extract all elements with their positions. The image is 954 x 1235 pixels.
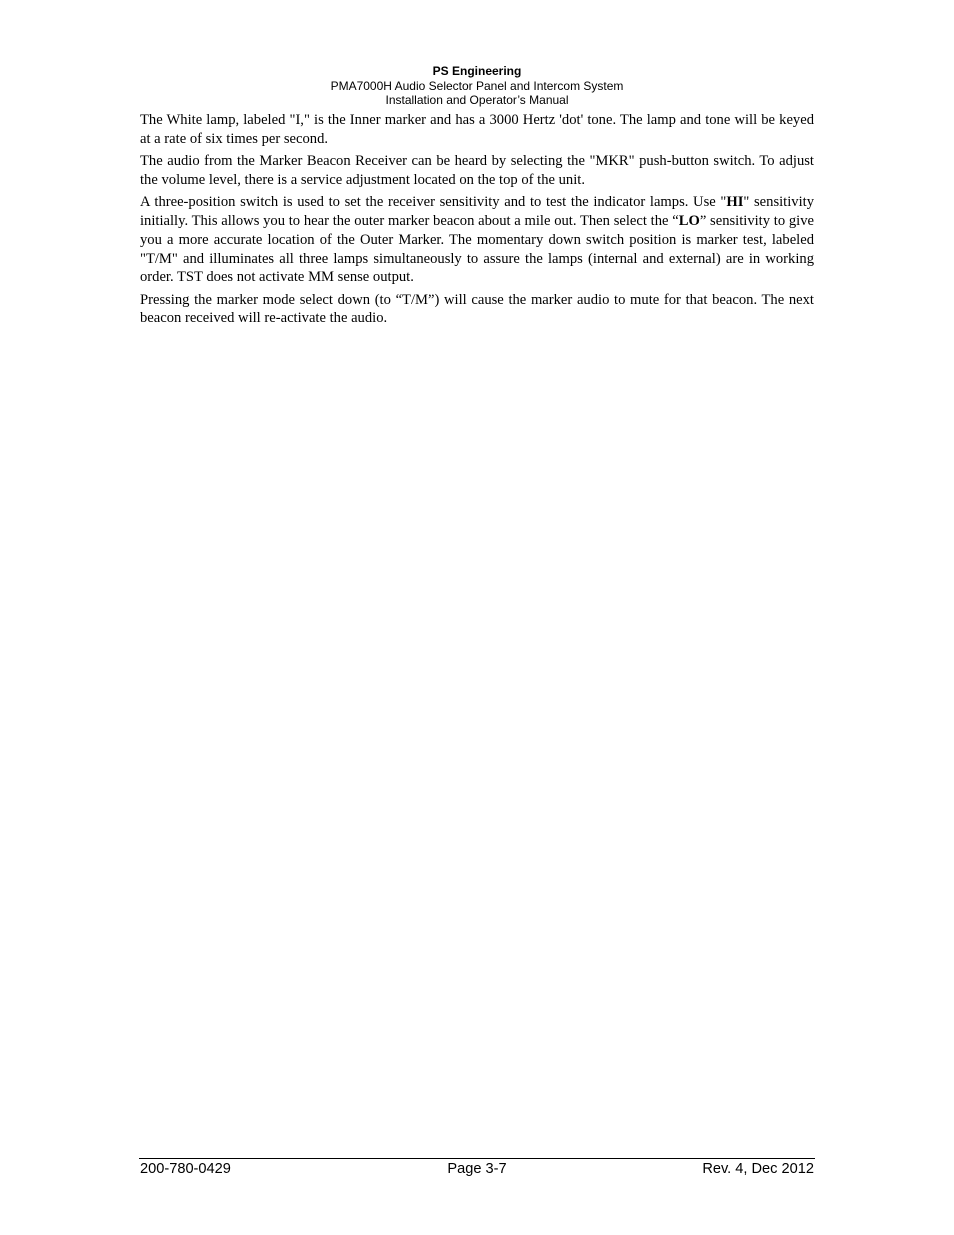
footer-doc-number: 200-780-0429 bbox=[140, 1161, 231, 1177]
sensitivity-text-1: A three-position switch is used to set the receiver sensitivity and to test the indicator lamps. Use " bbox=[140, 194, 727, 211]
footer-divider bbox=[139, 1158, 815, 1159]
paragraph-marker-audio: The audio from the Marker Beacon Receiver can be heard by selecting the "MKR" push-button switch. To adjust the volume level, there is a service adjustment located on the top of the unit. bbox=[140, 153, 814, 188]
lo-label: LO bbox=[678, 212, 700, 229]
header-manual-title: Installation and Operator’s Manual bbox=[385, 93, 569, 107]
footer-revision: Rev. 4, Dec 2012 bbox=[702, 1161, 814, 1177]
footer-page-number: Page 3-7 bbox=[447, 1161, 507, 1177]
paragraph-inner-marker: The White lamp, labeled "I," is the Inner marker and has a 3000 Hertz 'dot' tone. The lamp and tone will be keyed at a rate of six times per second. bbox=[140, 112, 814, 147]
sensitivity-text-2: " sensitivity initially. This allows you to hear the outer marker beacon about a mile out. Then select the “ bbox=[140, 194, 814, 229]
hi-label: HI bbox=[726, 194, 744, 211]
header-product: PMA7000H Audio Selector Panel and Intercom System bbox=[330, 78, 624, 93]
body-text bbox=[140, 111, 814, 332]
paragraph-marker-mute: Pressing the marker mode select down (to “T/M”) will cause the marker audio to mute for that beacon. The next beacon received will re-activate the audio. bbox=[140, 291, 814, 327]
paragraph-sensitivity-switch bbox=[140, 193, 814, 287]
header-company: PS Engineering bbox=[432, 64, 522, 78]
page-header bbox=[0, 64, 954, 108]
sensitivity-text-3: ” sensitivity to give you a more accurate location of the Outer Marker. The momentary down switch position is marker test, labeled "T/M" and illuminates all three lamps simultaneously to assure the lamps (internal and external) are in working order. TST does not activate MM sense output. bbox=[140, 212, 814, 286]
